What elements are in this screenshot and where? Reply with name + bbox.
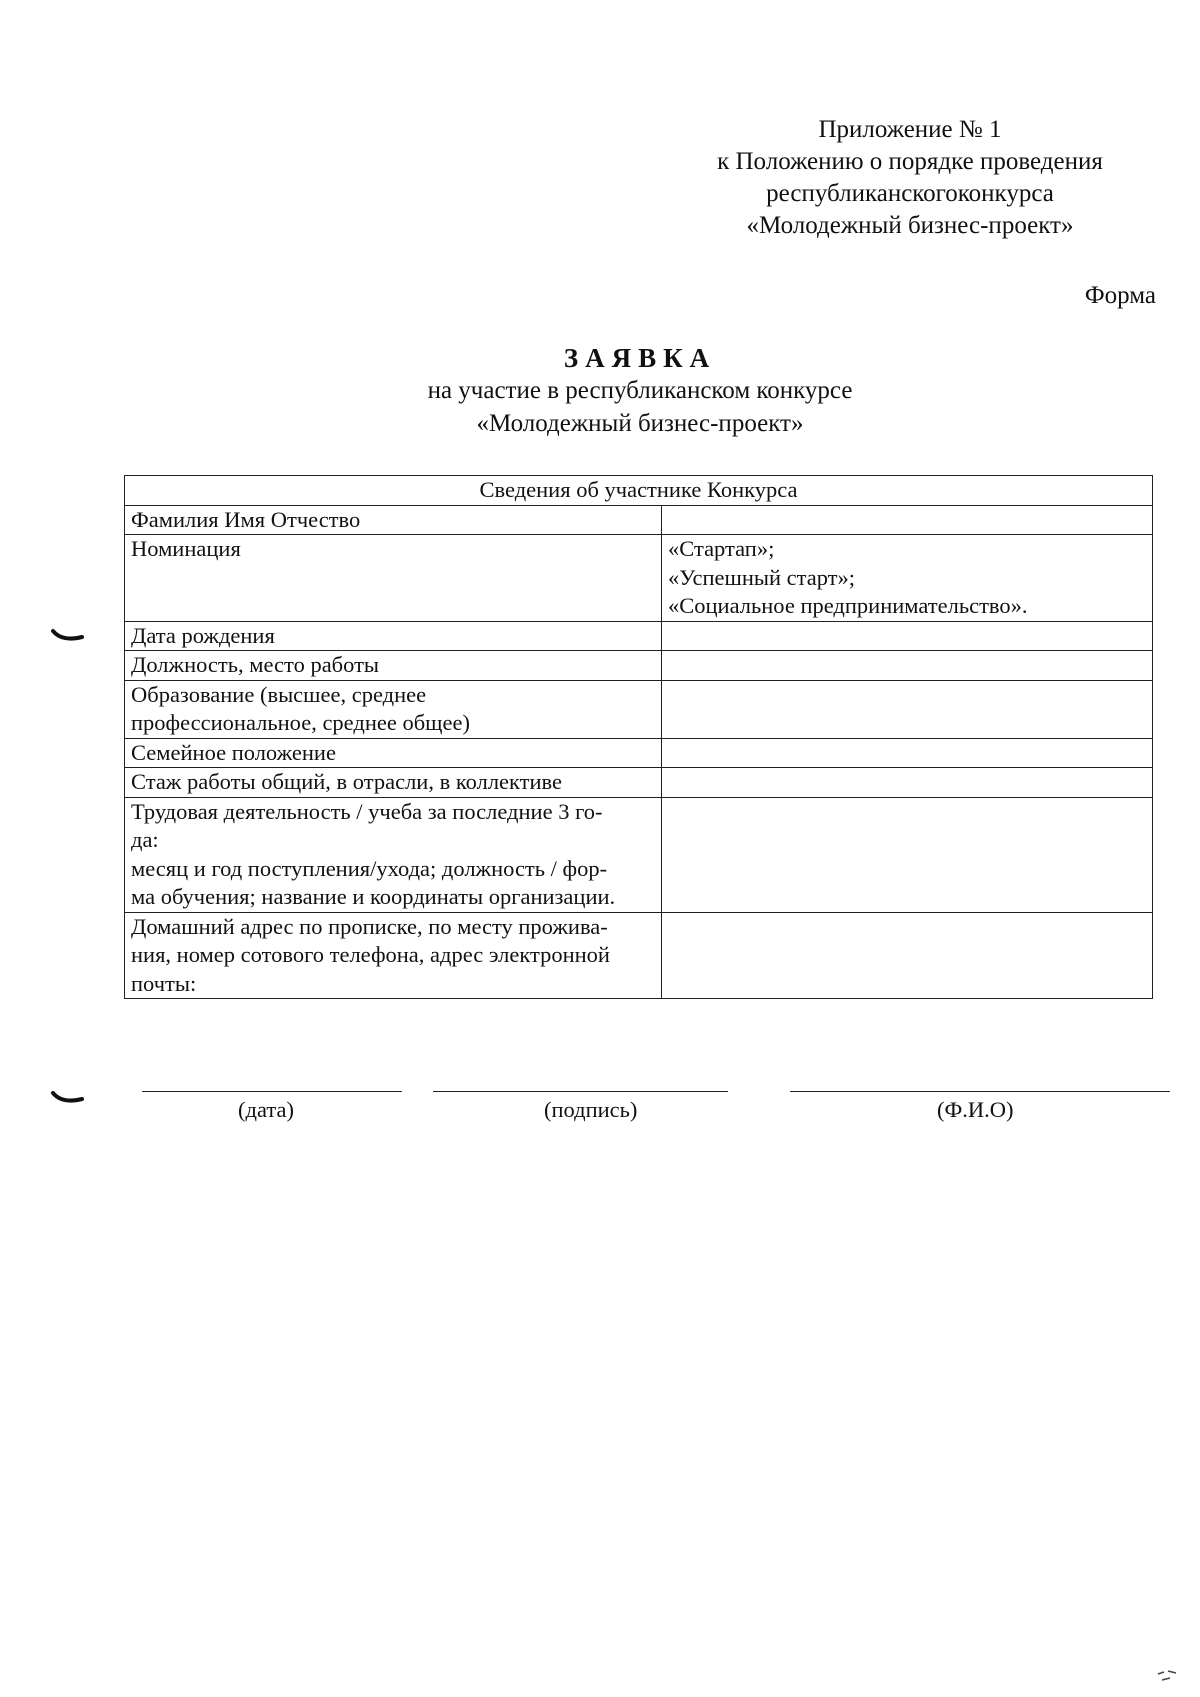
field-label [125,797,662,912]
field-label-line: месяц и год поступления/ухода; должность / фор- [131,855,608,881]
field-label-line: Должность, место работы [131,652,380,677]
appendix-block [660,114,1160,242]
signature-line[interactable] [433,1091,728,1092]
field-label [125,912,662,999]
name-line[interactable] [790,1091,1170,1092]
field-label [125,621,662,651]
field-value-cell[interactable] [662,621,1153,651]
field-label-line: Стаж работы общий, в отрасли, в коллективе [131,769,563,794]
table-header-row [125,476,1153,506]
table-row [125,797,1153,912]
table-row [125,738,1153,768]
table-row [125,680,1153,738]
title-main: ЗАЯВКА [563,343,717,373]
field-label-line: ма обучения; название и координаты организации. [131,884,616,909]
field-label-line: ния, номер сотового телефона, адрес электронной [131,942,610,967]
field-label [125,651,662,681]
field-label-line: почты: [131,970,197,996]
field-value-cell[interactable] [662,535,1153,622]
field-label [125,680,662,738]
table-row [125,621,1153,651]
field-label [125,738,662,768]
field-label-line: Семейное положение [131,739,336,765]
field-label [125,768,662,798]
table-row [125,651,1153,681]
field-value-cell[interactable] [662,651,1153,681]
field-label [125,535,662,622]
scan-speck-icon [1156,1668,1180,1684]
field-value-cell[interactable] [662,505,1153,535]
field-value-cell[interactable] [662,768,1153,798]
field-value-cell[interactable] [662,738,1153,768]
field-value-cell[interactable] [662,680,1153,738]
date-line[interactable] [142,1091,402,1092]
table-row [125,768,1153,798]
signature-label: (подпись) [544,1097,638,1122]
field-value-cell[interactable] [662,912,1153,999]
appendix-line: Приложение № 1 [818,116,1002,143]
name-label: (Ф.И.О) [937,1097,1014,1122]
scan-mark-icon [50,1090,86,1108]
date-label: (дата) [238,1097,294,1122]
field-value-cell[interactable] [662,797,1153,912]
field-value-line: «Стартап»; [668,536,775,561]
field-label-line: Номинация [131,536,241,561]
field-value-line: «Социальное предпринимательство». [668,593,1028,618]
scan-mark-icon [50,628,86,646]
table-row [125,505,1153,535]
field-label-line: Фамилия Имя Отчество [131,506,361,532]
field-label-line: Трудовая деятельность / учеба за последние 3 го- [131,798,603,824]
title-subtitle: на участие в республиканском конкурсе [427,377,853,404]
field-label-line: профессиональное, среднее общее) [131,710,470,735]
participant-info-table [124,475,1153,999]
field-label-line: Образование (высшее, среднее [131,681,427,707]
field-label [125,505,662,535]
table-row [125,535,1153,622]
field-value-line: «Успешный старт»; [668,564,856,590]
title-contest-name: «Молодежный бизнес-проект» [476,410,804,437]
field-label-line: да: [131,827,159,852]
table-row [125,912,1153,999]
field-label-line: Домашний адрес по прописке, по месту прожива- [131,913,608,939]
field-label-line: Дата рождения [131,622,275,648]
table-header: Сведения об участнике Конкурса [125,476,1153,506]
appendix-line: «Молодежный бизнес-проект» [746,212,1074,239]
form-label: Форма [1084,282,1156,309]
appendix-line: к Положению о порядке проведения [717,148,1103,175]
appendix-line: республиканскогоконкурса [766,180,1054,207]
